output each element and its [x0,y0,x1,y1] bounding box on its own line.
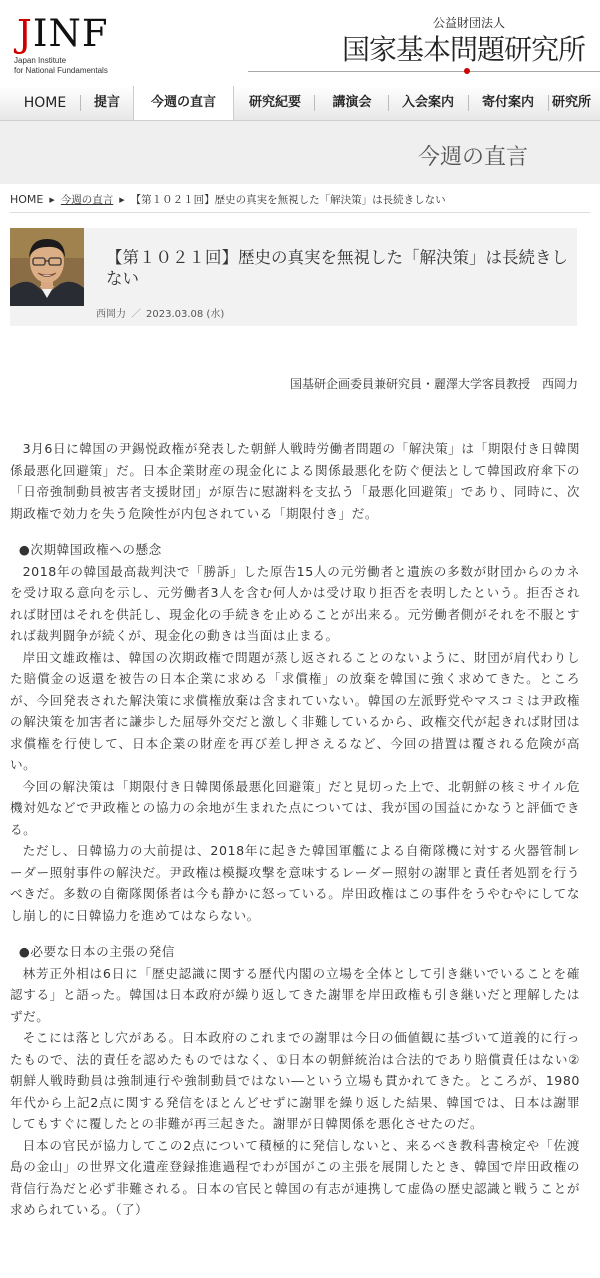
article-header [10,228,577,326]
article-meta [96,305,224,320]
site-header [0,0,600,86]
article-author[interactable]: 西岡力 [96,309,126,320]
nav-item-lectures[interactable]: 講演会 [332,95,372,110]
header-red-dot [464,68,470,74]
breadcrumb-arrow-icon: ▶ [49,196,55,204]
paragraph: 林芳正外相は6日に「歴史認識に関する歴代内閣の立場を全体として引き継いでいることを確認する」と語った。韓国は日本政府が繰り返してきた謝罪を岸田政権も引き継いだと理解したはずだ。 [10,965,580,1024]
org-type: 公益財団法人 [433,16,506,30]
section-banner [0,121,600,184]
nav-item-institute[interactable]: 研究所 [552,95,592,110]
nav-separator [80,95,81,111]
article-body [10,438,580,1221]
paragraph: 2018年の韓国最高裁判決で「勝訴」した原告15人の元労働者と遺族の多数が財団からのカネを受け取る意向を示し、元労働者3人を含む何人かは受け取り拒否を表明したという。拒否されれば財団はそれを供託し、現金化の手続きを止めることが出来る。元労働者側がそれを不服とすれば裁判闘争が続くが、現金化の動きは当面は止まる。 [10,563,580,643]
article-title: 【第１０２１回】歴史の真実を無視した「解決策」は長続きしない [106,248,568,288]
paragraph: 岸田文雄政権は、韓国の次期政権で問題が蒸し返されることのないように、財団が肩代わりした賠償金の返還を被告の日本企業に求める「求償権」の放棄を韓国に強く求めてきた。ところが、今回発表された解決策に求償権放棄は含まれていない。韓国の左派野党やマスコミは尹政権の解決策を加害者に謙歩した屈辱外交だと激しく非難しているから、政権交代が起きれば財団は求償権を行使して、日本企業の財産を再び差し押さえるなど、今回の措置は覆される危険が高い。 [10,649,580,772]
logo-subtitle-line1: Japan Institute [14,56,67,65]
logo-letter: J [17,12,33,55]
paragraph: 日本の官民が協力してこの2点について積極的に発信しないと、来るべき教科書検定や「佐渡島の金山」の世界文化遺産登録推進過程でわが国がこの主張を展開したとき、韓国で岸田政権の背信行為だと必ず非難される。日本の官民と韓国の有志が連携して虚偽の歴史認識と戦うことが求められている。（了） [10,1137,580,1217]
breadcrumb-current: 【第１０２１回】歴史の真実を無視した「解決策」は長続きしない [130,194,446,206]
section-heading: ●必要な日本の主張の発信 [18,944,175,959]
logo-subtitle [14,56,108,76]
nav-separator [314,95,315,111]
header-divider [248,71,600,72]
breadcrumb-home[interactable]: HOME [10,193,44,206]
org-name[interactable]: 国家基本問題研究所 [342,33,586,66]
nav-item-proposals[interactable]: 提言 [93,95,120,110]
site-logo[interactable]: JINF [17,12,109,55]
spacer [10,926,580,941]
breadcrumb [10,192,446,207]
section-title: 今週の直言 [417,145,528,170]
breadcrumb-arrow-icon: ▶ [119,196,125,204]
nav-item-donation[interactable]: 寄付案内 [481,95,534,110]
meta-separator: ／ [131,309,141,320]
nav-separator [468,95,469,111]
nav-item-weekly-opinion[interactable]: 今週の直言 [133,86,234,121]
paragraph: ただし、日韓協力の大前提は、2018年に起きた韓国軍艦による自衛隊機に対する火器管制レーダー照射事件の解決だ。尹政権は模擬攻撃を意味するレーダー照射の謝罪と責任者処罰を行うべきだ。多数の自衛隊関係者は今も静かに怒っている。岸田政権はこの事件をうやむやにしてなし崩し的に日韓協力を進めてはならない。 [10,843,580,923]
spacer [10,524,580,539]
nav-item-membership[interactable]: 入会案内 [401,95,454,110]
paragraph: そこには落とし穴がある。日本政府のこれまでの謝罪は今日の価値観に基づいて道義的に行ったもので、法的責任を認めたものではなく、①日本の朝鮮統治は合法的であり賠償責任はない②朝鮮人戦時動員は強制連行や強制動員ではない―という立場も貫かれてきた。ところが、1980年代から上記2点に関する発信をほとんどせずに謝罪を繰り返した結果、韓国では、日本は謝罪してもすぐに覆したとの非難が再三起きた。謝罪が日韓関係を悪化させたのだ。 [10,1030,580,1131]
author-photo [10,228,84,306]
breadcrumb-section[interactable]: 今週の直言 [60,194,114,206]
breadcrumb-divider [10,212,590,213]
nav-separator [548,95,549,111]
author-portrait-icon [10,228,84,306]
main-nav [0,86,600,121]
paragraph: 今回の解決策は「期限付き日韓関係最悪化回避策」だと見切った上で、北朝鮮の核ミサイル危機対処などで尹政権との協力の余地が生まれた点については、我が国の国益にかなうと評価できる。 [10,778,580,837]
author-affiliation: 国基研企画委員兼研究員・麗澤大学客員教授 西岡力 [289,377,578,391]
nav-separator [388,95,389,111]
paragraph: 3月6日に韓国の尹錫悦政権が発表した朝鮮人戦時労働者問題の「解決策」は「期限付き日韓関係最悪化回避策」だ。日本企業財産の現金化による関係最悪化を防ぐ便法として韓国政府傘下の「日帝強制動員被害者支援財団」が原告に慰謝料を支払う「最悪化回避策」であり、同時に、次期政権で効力を失う危険性が内包されている「期限付き」だ。 [10,441,580,521]
nav-item-home[interactable]: HOME [23,95,67,111]
logo-subtitle-line2: for National Fundamentals [14,66,108,75]
section-heading: ●次期韓国政権への懸念 [18,542,162,557]
article-date: 2023.03.08 (水) [146,309,225,320]
nav-item-research-bulletin[interactable]: 研究紀要 [248,95,301,110]
